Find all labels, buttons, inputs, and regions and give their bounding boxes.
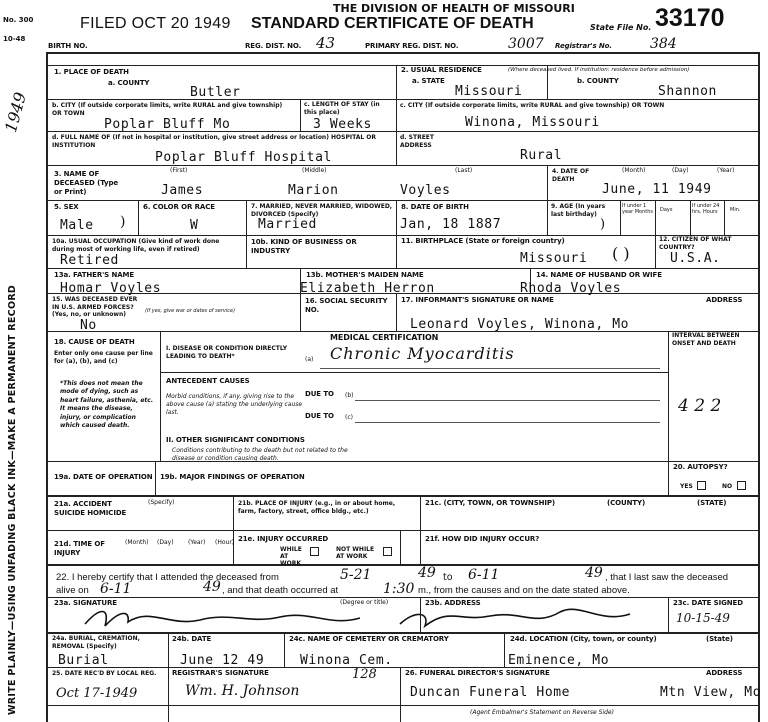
funeral-director-label: 26. FUNERAL DIRECTOR'S SIGNATURE xyxy=(405,669,550,677)
rule xyxy=(46,331,758,332)
state-file-number: 33170 xyxy=(655,4,725,32)
age-months-label: If under 1 year Months xyxy=(622,203,654,215)
burial-state-label: (State) xyxy=(706,635,733,643)
rule xyxy=(46,52,758,54)
funeral-city: Mtn View, Mo xyxy=(660,685,762,700)
certify-text-1: 22. I hereby certify that I attended the deceased from xyxy=(56,572,279,583)
burial-date: June 12 49 xyxy=(180,653,265,668)
business-label: 10b. KIND OF BUSINESS OR INDUSTRY xyxy=(251,238,357,256)
citizen-value: U.S.A. xyxy=(670,251,721,266)
age-min-label: Min. xyxy=(730,207,741,213)
rule xyxy=(155,461,156,495)
injury-state-label: (STATE) xyxy=(697,499,727,507)
res-city-label: c. CITY (If outside corporate limits, write RURAL and give township) OR TOWN xyxy=(400,102,665,109)
rule xyxy=(504,632,505,667)
registrar-no-value: 384 xyxy=(650,36,677,52)
spouse-name: Rhoda Voyles xyxy=(520,281,622,296)
rule xyxy=(168,632,169,722)
place-injury-label: 21b. PLACE OF INJURY (e.g., in or about home, farm, factory, street, office bldg., etc.) xyxy=(238,500,396,516)
interval-label: INTERVAL BETWEEN ONSET AND DEATH xyxy=(672,332,740,347)
date-signed: 10-15-49 xyxy=(676,611,730,625)
last-label: (Last) xyxy=(455,167,473,174)
ssn-label: 16. SOCIAL SECURITY NO. xyxy=(305,297,388,315)
date-of-death-label: 4. DATE OF DEATH xyxy=(552,168,590,183)
occupation-label: 10a. USUAL OCCUPATION (Give kind of work done during most of working life, even if retired) xyxy=(52,238,220,253)
injury-city-label: 21c. (CITY, TOWN, OR TOWNSHIP) xyxy=(425,499,556,507)
signature-label: 23a. SIGNATURE xyxy=(54,599,117,607)
cause-b-marker: (b) xyxy=(345,392,354,399)
father-label: 13a. FATHER'S NAME xyxy=(54,271,135,279)
rule xyxy=(690,200,691,235)
operation-findings-label: 19b. MAJOR FINDINGS OF OPERATION xyxy=(160,473,305,481)
certify-to: to xyxy=(443,572,453,583)
rule xyxy=(160,331,161,461)
rule xyxy=(284,632,285,667)
rule xyxy=(300,293,301,331)
cemetery-label: 24c. NAME OF CEMETERY OR CREMATORY xyxy=(289,635,449,643)
middle-label: (Middle) xyxy=(302,167,327,174)
rule xyxy=(400,530,401,564)
injury-occurred-label: 21e. INJURY OCCURRED xyxy=(238,535,329,543)
rule xyxy=(46,461,758,462)
armed-value: No xyxy=(80,318,97,333)
rule xyxy=(400,667,401,722)
rule xyxy=(46,235,758,236)
informant-label: 17. INFORMANT'S SIGNATURE OR NAME xyxy=(401,296,554,304)
medical-title: MEDICAL CERTIFICATION xyxy=(330,333,439,342)
state-file-label: State File No. xyxy=(590,23,652,32)
margin-permanent-record-text: WRITE PLAINLY—USING UNFADING BLACK INK—MAKE A PERMANENT RECORD xyxy=(7,284,18,715)
rule xyxy=(655,235,656,268)
sig-address-label: 23b. ADDRESS xyxy=(425,599,481,607)
filed-stamp: FILED OCT 20 1949 xyxy=(80,15,231,32)
day-label: (Day) xyxy=(672,167,689,174)
antecedent-label: ANTECEDENT CAUSES xyxy=(166,377,250,385)
rule xyxy=(668,331,669,461)
birth-no-label: BIRTH NO. xyxy=(48,42,88,50)
date-signed-label: 23c. DATE SIGNED xyxy=(673,599,743,607)
ctr-sub: 10-48 xyxy=(3,35,26,43)
county-label: a. COUNTY xyxy=(108,79,150,87)
injury-hour: (Hour) xyxy=(215,539,235,546)
while-at-work: WHILE AT WORK xyxy=(280,546,302,568)
alive-year: 49 xyxy=(203,579,221,595)
cause-line xyxy=(355,422,660,423)
hospital-label: d. FULL NAME OF (If not in hospital or institution, give street address or location) HOSPITAL OR INSTITUTION xyxy=(52,134,377,150)
rule xyxy=(46,564,758,566)
cause-a-value: Chronic Myocarditis xyxy=(330,344,515,363)
res-city: Winona, Missouri xyxy=(465,115,600,130)
age-hours-label: If under 24 hrs. Hours xyxy=(692,203,720,215)
last-name: Voyles xyxy=(400,183,451,198)
middle-name: Marion xyxy=(288,183,339,198)
rule xyxy=(620,200,621,235)
date-received: Oct 17-1949 xyxy=(56,686,138,701)
age-label: 9. AGE (In years last birthday) xyxy=(551,203,606,218)
attended-from: 5-21 xyxy=(340,567,372,583)
informant-value: Leonard Voyles, Winona, Mo xyxy=(410,317,630,332)
death-city: Poplar Bluff Mo xyxy=(104,117,231,132)
primary-reg-label: PRIMARY REG. DIST. NO. xyxy=(365,42,459,50)
stay-label: c. LENGTH OF STAY (in this place) xyxy=(304,101,380,116)
while-at-work-checkbox[interactable] xyxy=(310,547,319,556)
due-to-2: DUE TO xyxy=(305,412,334,420)
rule xyxy=(668,461,669,495)
reg-dist-label: REG. DIST. NO. xyxy=(245,42,302,50)
year-label: (Year) xyxy=(717,167,735,174)
rule xyxy=(46,200,758,201)
rule xyxy=(396,293,397,331)
registrar-number: 128 xyxy=(352,667,377,682)
rule xyxy=(655,200,656,235)
degree-label: (Degree or title) xyxy=(340,599,389,606)
registrar-sig-label: REGISTRAR'S SIGNATURE xyxy=(172,669,269,677)
burial-label: 24a. BURIAL, CREMATION, REMOVAL (Specify) xyxy=(52,635,140,650)
rule xyxy=(246,235,247,268)
cause-line xyxy=(355,400,660,401)
first-label: (First) xyxy=(170,167,188,174)
rule xyxy=(724,200,725,235)
cause-a-marker: (a) xyxy=(305,356,314,363)
rule xyxy=(668,597,669,632)
injury-year: (Year) xyxy=(188,539,206,546)
rule xyxy=(46,495,758,497)
birth-date: Jan, 18 1887 xyxy=(400,217,502,232)
alive-on-label: alive on xyxy=(56,585,89,596)
residence-note: (Where deceased lived. If institution: residence before admission) xyxy=(508,67,690,73)
color-value: W xyxy=(190,218,199,233)
footer-note: (Agent Embalmer's Statement on Reverse Side) xyxy=(470,709,614,716)
attended-until: 6-11 xyxy=(468,567,500,583)
cause-label: 18. CAUSE OF DEATH xyxy=(54,338,135,346)
accident-label: 21a. ACCIDENT SUICIDE HOMICIDE xyxy=(54,500,127,517)
primary-reg-value: 3007 xyxy=(508,36,544,52)
res-street-label: d. STREET ADDRESS xyxy=(400,134,434,150)
marital-value: Married xyxy=(258,217,317,232)
age-days-label: Days xyxy=(660,207,673,213)
rule xyxy=(300,99,301,131)
rule xyxy=(46,268,758,269)
birthplace-value: Missouri xyxy=(520,251,588,266)
occupation-value: Retired xyxy=(60,253,119,268)
color-label: 6. COLOR OR RACE xyxy=(143,203,215,211)
interval-value: 4 2 2 xyxy=(678,396,722,416)
burial-location: Eminence, Mo xyxy=(508,653,610,668)
alive-on-date: 6-11 xyxy=(100,581,132,597)
autopsy-no-checkbox[interactable] xyxy=(737,481,746,490)
sex-value: Male xyxy=(60,218,94,233)
accident-specify: (Specify) xyxy=(148,499,175,506)
rule xyxy=(396,65,397,165)
injury-day: (Day) xyxy=(157,539,174,546)
rule xyxy=(758,52,760,722)
disease-label: I. DISEASE OR CONDITION DIRECTLY LEADING TO DEATH* xyxy=(166,345,288,361)
ctr-number: No. 300 xyxy=(3,16,34,24)
attended-year-1: 49 xyxy=(418,565,436,581)
date-of-death: June, 11 1949 xyxy=(602,182,712,197)
citizen-label: 12. CITIZEN OF WHAT COUNTRY? xyxy=(659,236,732,251)
morbid-note: Morbid conditions, if any, giving rise to the above cause (a) stating the underlying cause last. xyxy=(166,393,303,416)
not-at-work-checkbox[interactable] xyxy=(383,547,392,556)
rule xyxy=(46,632,758,634)
registrar-signature: Wm. H. Johnson xyxy=(185,683,300,699)
not-while-at-work: NOT WHILE AT WORK xyxy=(336,546,375,561)
armed-note: (If yes, give war or dates of service) xyxy=(145,308,236,314)
rule xyxy=(396,235,397,268)
operation-date-label: 19a. DATE OF OPERATION xyxy=(54,473,153,481)
date-received-label: 25. DATE REC'D BY LOCAL REG. xyxy=(52,670,157,677)
month-label: (Month) xyxy=(622,167,646,174)
certify-text-4: m., from the causes and on the date stated above. xyxy=(418,585,630,596)
certificate-title: STANDARD CERTIFICATE OF DEATH xyxy=(251,15,534,32)
birthplace-mark: ( ) xyxy=(612,244,630,263)
other-conditions-note: Conditions contributing to the death but not related to the disease or condition causing death. xyxy=(172,447,348,462)
other-conditions-label: II. OTHER SIGNIFICANT CONDITIONS xyxy=(166,436,305,444)
mother-name: Elizabeth Herron xyxy=(300,281,435,296)
age-mark: ) xyxy=(600,217,606,232)
agency-name: THE DIVISION OF HEALTH OF MISSOURI xyxy=(333,2,575,15)
birth-label: 8. DATE OF BIRTH xyxy=(401,203,469,211)
rule xyxy=(46,705,758,706)
city-label: b. CITY (If outside corporate limits, write RURAL and give township) OR TOWN xyxy=(52,102,283,118)
place-of-death-label: 1. PLACE OF DEATH xyxy=(54,68,129,76)
residence-label: 2. USUAL RESIDENCE xyxy=(401,66,482,74)
res-street: Rural xyxy=(520,148,563,163)
funeral-home: Duncan Funeral Home xyxy=(410,685,571,700)
autopsy-yes-label: YES xyxy=(680,483,693,490)
father-name: Homar Voyles xyxy=(60,281,162,296)
length-of-stay: 3 Weeks xyxy=(313,117,372,132)
registrar-no-label: Registrar's No. xyxy=(555,42,612,50)
burial-value: Burial xyxy=(58,653,109,668)
injury-county-label: (COUNTY) xyxy=(607,499,646,507)
mother-label: 13b. MOTHER'S MAIDEN NAME xyxy=(306,271,424,279)
res-state: Missouri xyxy=(455,84,523,99)
cause-c-marker: (c) xyxy=(345,414,353,421)
burial-location-label: 24d. LOCATION (City, town, or county) xyxy=(510,635,657,643)
spouse-label: 14. NAME OF HUSBAND OR WIFE xyxy=(536,271,662,279)
rule xyxy=(46,165,758,166)
burial-date-label: 24b. DATE xyxy=(172,635,212,643)
funeral-address-label: ADDRESS xyxy=(706,669,743,677)
cause-note: Enter only one cause per line for (a), (b), and (c) xyxy=(54,350,153,366)
death-county: Butler xyxy=(190,85,241,100)
res-county: Shannon xyxy=(658,84,717,99)
injury-time-label: 21d. TIME OF INJURY xyxy=(54,540,105,557)
marital-label: 7. MARRIED, NEVER MARRIED, WIDOWED, DIVORCED (Specify) xyxy=(251,203,393,218)
rule xyxy=(46,667,758,668)
rule xyxy=(46,530,758,531)
rule xyxy=(547,200,548,235)
first-name: James xyxy=(161,183,204,198)
how-injury-label: 21f. HOW DID INJURY OCCUR? xyxy=(425,535,540,543)
attended-year-2: 49 xyxy=(585,565,603,581)
informant-address-label: ADDRESS xyxy=(706,296,743,304)
rule xyxy=(160,372,668,373)
armed-label: 15. WAS DECEASED EVER IN U.S. ARMED FORCES? (Yes, no, or unknown) xyxy=(52,296,138,318)
name-label: 3. NAME OF DECEASED (Type or Print) xyxy=(54,170,119,197)
rule xyxy=(46,597,758,598)
autopsy-yes-checkbox[interactable] xyxy=(697,481,706,490)
hospital-name: Poplar Bluff Hospital xyxy=(155,150,332,165)
injury-month: (Month) xyxy=(125,539,149,546)
mode-note: *This does not mean the mode of dying, such as heart failure, asthenia, etc. It means the disease, injury, or complication which caused death. xyxy=(60,380,154,429)
rule xyxy=(138,200,139,235)
rule xyxy=(46,52,48,722)
cause-line xyxy=(320,368,660,369)
autopsy-label: 20. AUTOPSY? xyxy=(673,463,728,471)
death-time: 1:30 xyxy=(383,581,415,597)
due-to-1: DUE TO xyxy=(305,390,334,398)
rule xyxy=(46,99,758,100)
res-state-label: a. STATE xyxy=(412,77,445,85)
rule xyxy=(547,165,548,200)
sex-mark: ) xyxy=(120,214,126,230)
autopsy-no-label: NO xyxy=(722,483,733,490)
res-county-label: b. COUNTY xyxy=(577,77,619,85)
birthplace-label: 11. BIRTHPLACE (State or foreign country) xyxy=(401,237,565,245)
cemetery-name: Winona Cem. xyxy=(300,653,393,668)
certify-text-2: , that I last saw the deceased xyxy=(605,572,729,583)
reg-dist-value: 43 xyxy=(316,34,336,52)
margin-handwritten-year: 1949 xyxy=(1,90,30,135)
certify-text-3: , and that death occurred at xyxy=(222,585,339,596)
sex-label: 5. SEX xyxy=(54,203,79,211)
rule xyxy=(246,200,247,235)
rule xyxy=(396,200,397,235)
